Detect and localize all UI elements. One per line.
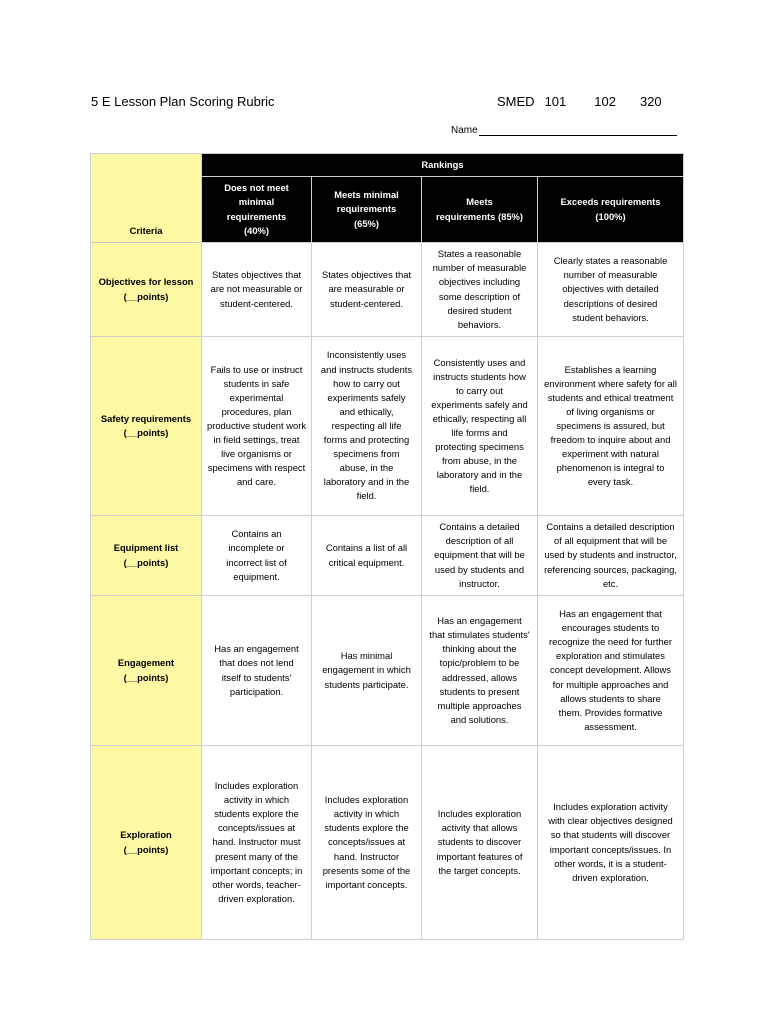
criterion-cell xyxy=(91,243,202,337)
criterion-cell xyxy=(91,746,202,940)
rubric-cell: Contains a list of all critical equipment. xyxy=(312,516,422,596)
rankings-header: Rankings xyxy=(202,154,684,177)
table-row xyxy=(91,516,684,596)
course-number-320: 320 xyxy=(639,94,662,109)
rubric-cell: Contains an incomplete or incorrect list of equipment. xyxy=(202,516,312,596)
rubric-cell: Establishes a learning environment where safety for all students and ethical treatment of living organisms or specimens is assured, but freedom to inquire about and experiment with natural phenomenon is integral to every task. xyxy=(538,337,684,516)
criterion-points: (__points) xyxy=(123,556,169,568)
course-number-102: 102 xyxy=(594,94,616,109)
rubric-cell: Contains a detailed description of all equipment that will be used by students and instructor. xyxy=(422,516,538,596)
table-row xyxy=(91,243,684,337)
table-row xyxy=(91,337,684,516)
course-numbers xyxy=(497,94,662,109)
criterion-cell xyxy=(91,596,202,746)
rubric-cell: Contains a detailed description of all equipment that will be used by students and instructor, referencing sources, packaging, etc. xyxy=(538,516,684,596)
rankings-header-row xyxy=(91,154,684,177)
table-row xyxy=(91,596,684,746)
criterion-cell xyxy=(91,516,202,596)
criteria-header: Criteria xyxy=(129,224,163,236)
criterion-label: Equipment list xyxy=(113,542,179,554)
criterion-cell xyxy=(91,337,202,516)
criterion-points: (__points) xyxy=(123,290,169,302)
rubric-cell: Has an engagement that stimulates students' thinking about the topic/problem to be addressed, allows students to present multiple approaches and solutions. xyxy=(422,596,538,746)
rubric-cell: Includes exploration activity with clear objectives designed so that students will discover important concepts/issues. In other words, it is a student-driven exploration. xyxy=(538,746,684,940)
course-prefix: SMED xyxy=(497,94,535,109)
name-label: Name xyxy=(451,125,478,136)
name-blank-line xyxy=(479,125,677,136)
criterion-points: (__points) xyxy=(123,671,169,683)
rubric-cell: States objectives that are measurable or student-centered. xyxy=(312,243,422,337)
rubric-cell: Has an engagement that does not lend itself to students' participation. xyxy=(202,596,312,746)
rubric-table xyxy=(90,153,684,940)
rubric-cell: Clearly states a reasonable number of measurable objectives with detailed descriptions of desired student behaviors. xyxy=(538,243,684,337)
name-field xyxy=(451,125,677,136)
table-row xyxy=(91,746,684,940)
column-header-85: Meets requirements (85%) xyxy=(422,177,538,243)
rubric-cell: Has an engagement that encourages students to recognize the need for further exploration and stimulates concept development. Allows for multiple approaches and allows students to share them. Provides formative assessment. xyxy=(538,596,684,746)
column-header-100: Exceeds requirements (100%) xyxy=(538,177,684,243)
rubric-cell: Fails to use or instruct students in safe experimental procedures, plan productive student work in field settings, treat live organisms or specimens with respect and care. xyxy=(202,337,312,516)
course-number-101: 101 xyxy=(544,94,567,109)
criterion-points: (__points) xyxy=(123,843,169,855)
rubric-cell: States objectives that are not measurable or student-centered. xyxy=(202,243,312,337)
column-header-40: Does not meet minimal requirements (40%) xyxy=(202,177,312,243)
criteria-header-cell xyxy=(91,154,202,243)
rubric-cell: Has minimal engagement in which students participate. xyxy=(312,596,422,746)
criterion-points: (__points) xyxy=(123,427,169,438)
document-title: 5 E Lesson Plan Scoring Rubric xyxy=(91,94,275,109)
rubric-cell: Inconsistently uses and instructs students how to carry out experiments safely and ethically, respecting all life forms and protecting specimens from abuse, in the laboratory and in the field. xyxy=(312,337,422,516)
column-header-65: Meets minimal requirements (65%) xyxy=(312,177,422,243)
criterion-label: Exploration xyxy=(120,829,172,841)
rubric-cell: Includes exploration activity in which students explore the concepts/issues at hand. Instructor must present many of the important concepts; in other words, teacher-driven exploration. xyxy=(202,746,312,940)
criterion-label: Safety requirements xyxy=(100,412,192,424)
rubric-cell: Includes exploration activity that allows students to discover important features of the target concepts. xyxy=(422,746,538,940)
criterion-label: Objectives for lesson xyxy=(98,276,194,288)
rubric-cell: Consistently uses and instructs students how to carry out experiments safely and ethically, respecting all life forms and protecting specimens from abuse, in the laboratory and in the field. xyxy=(422,337,538,516)
rubric-cell: Includes exploration activity in which students explore the concepts/issues at hand. Instructor presents some of the important concepts. xyxy=(312,746,422,940)
rubric-cell: States a reasonable number of measurable objectives including some description of desired student behaviors. xyxy=(422,243,538,337)
criterion-label: Engagement xyxy=(117,657,175,669)
